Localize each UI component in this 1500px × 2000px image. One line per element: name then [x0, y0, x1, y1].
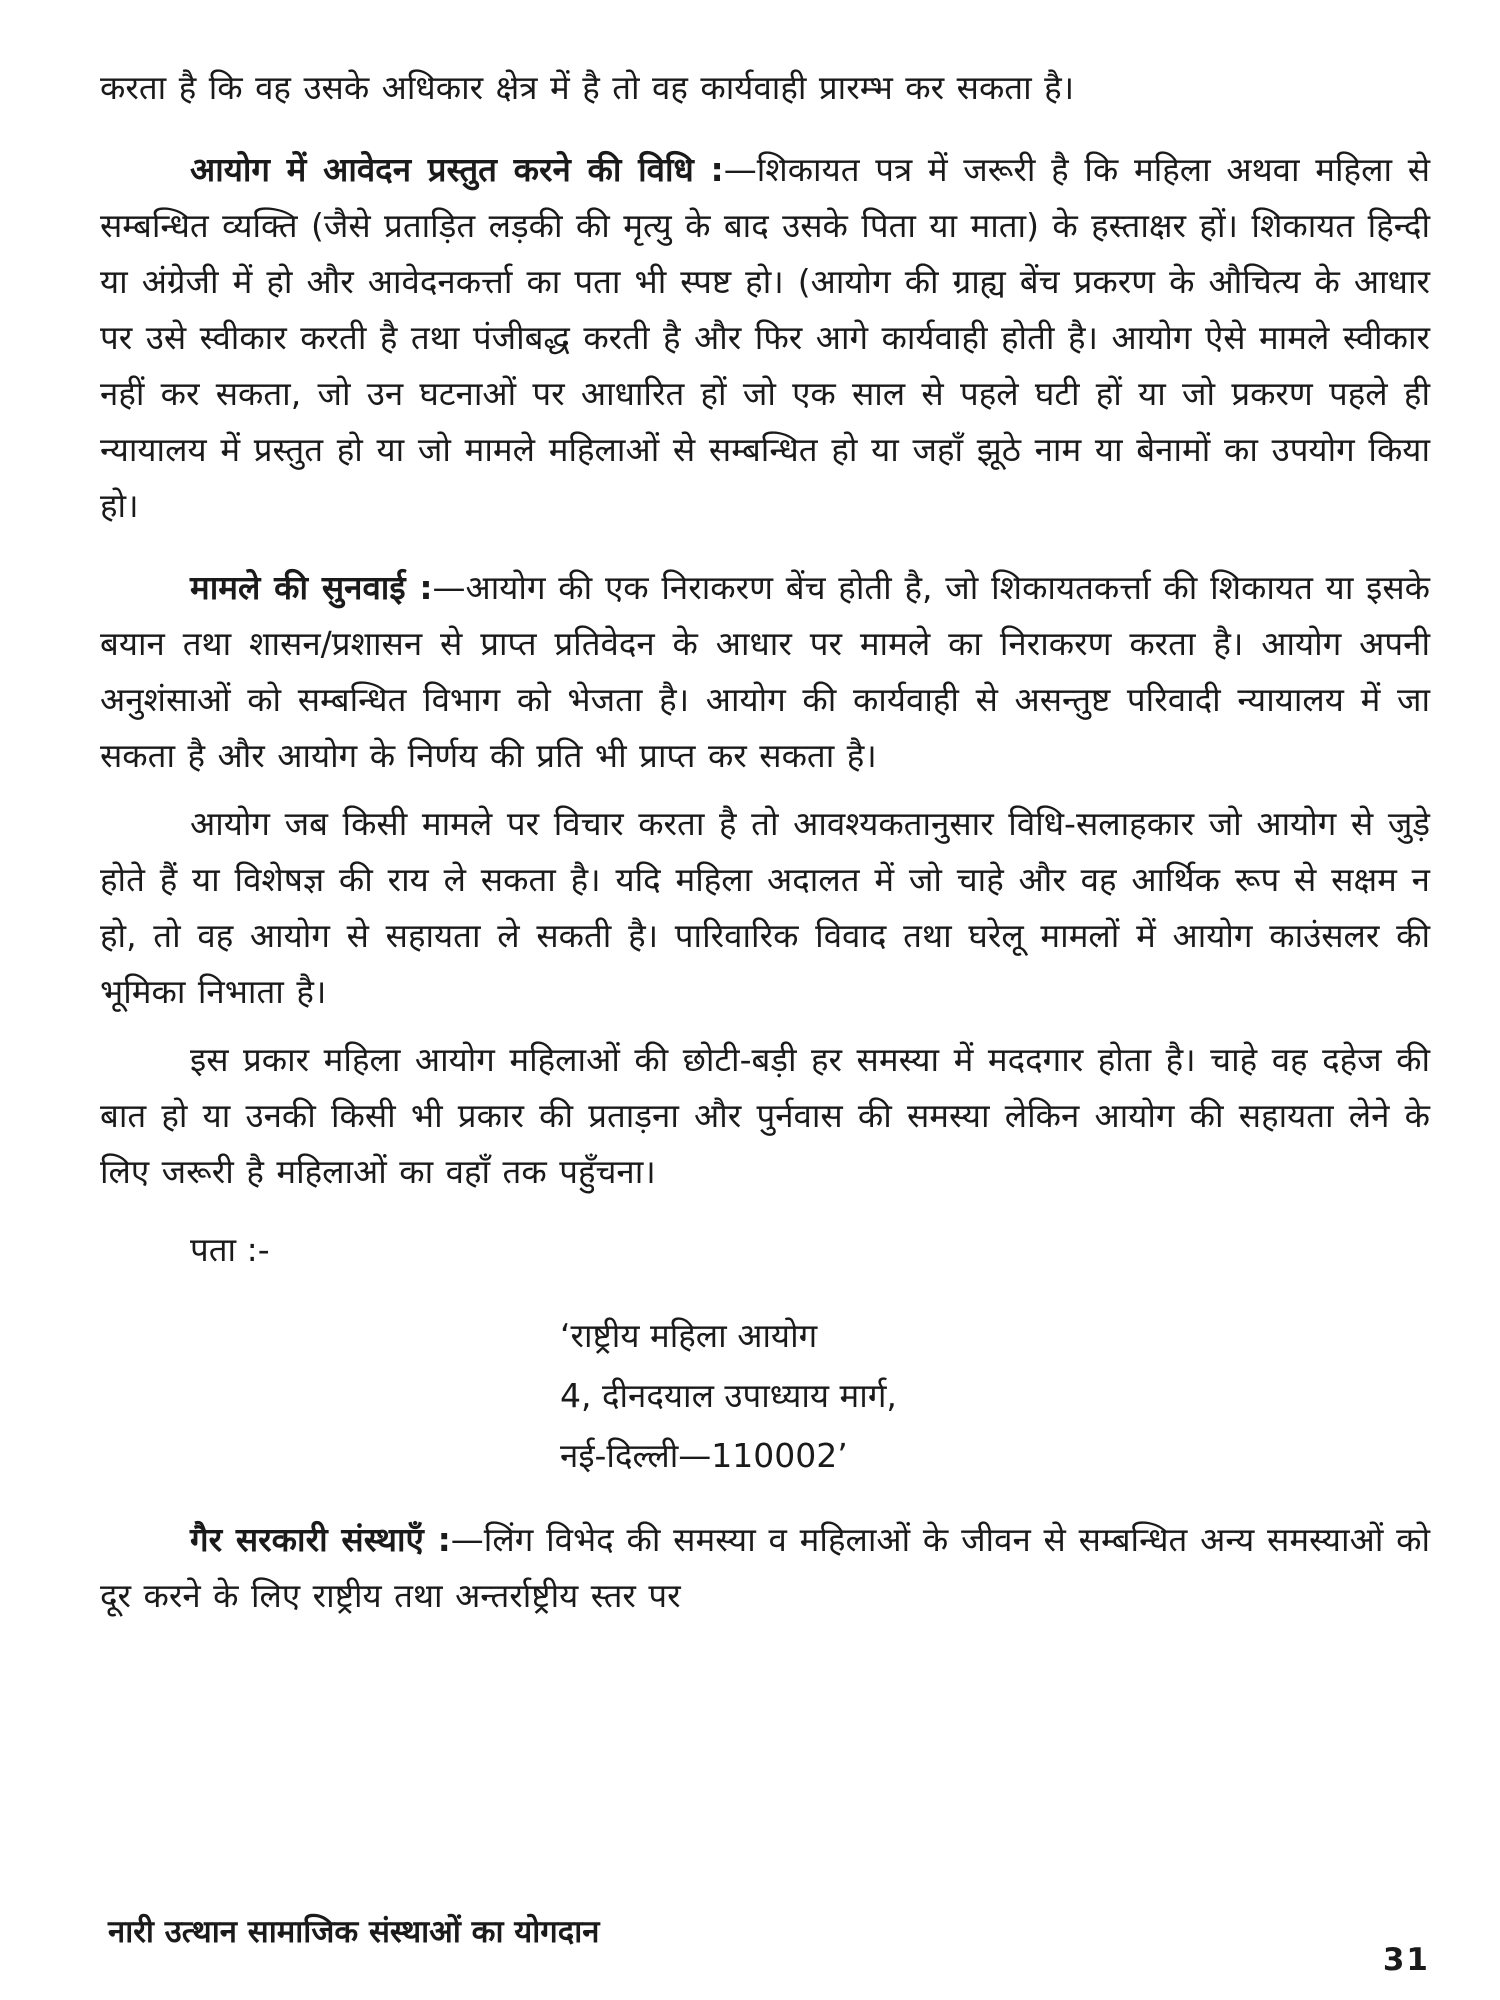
- paragraph-commission-help: इस प्रकार महिला आयोग महिलाओं की छोटी-बड़ी हर समस्या में मददगार होता है। चाहे वह दहेज की बात हो या उनकी किसी भी प्रकार की प्रताड़ना और पुर्नवास की समस्या लेकिन आयोग की सहायता लेने के लिए जरूरी है महिलाओं का वहाँ तक पहुँचना।: [100, 1040, 1430, 1191]
- address-line: ‘राष्ट्रीय महिला आयोग: [560, 1316, 818, 1355]
- paragraph-text: —लिंग विभेद की समस्या व महिलाओं के जीवन से सम्बन्धित अन्य समस्याओं को दूर करने के लिए राष्ट्रीय तथा अन्तर्राष्ट्रीय स्तर पर: [100, 1520, 1430, 1615]
- heading-case-hearing: मामले की सुनवाई :: [190, 568, 433, 607]
- paragraph-continuation: करता है कि वह उसके अधिकार क्षेत्र में है तो वह कार्यवाही प्रारम्भ कर सकता है।: [100, 68, 1075, 107]
- address-label: पता :-: [190, 1230, 270, 1269]
- paragraph-text: —आयोग की एक निराकरण बेंच होती है, जो शिकायतकर्त्ता की शिकायत या इसके बयान तथा शासन/प्रशासन से प्राप्त प्रतिवेदन के आधार पर मामले का निराकरण करता है। आयोग अपनी अनुशंसाओं को सम्बन्धित विभाग को भेजता है। आयोग की कार्यवाही से असन्तुष्ट परिवादी न्यायालय में जा सकता है और आयोग के निर्णय की प्रति भी प्राप्त कर सकता है।: [100, 568, 1430, 775]
- paragraph-case-hearing: [100, 560, 1430, 784]
- heading-application-procedure: आयोग में आवेदन प्रस्तुत करने की विधि :: [190, 150, 724, 189]
- page-number: 31: [1382, 1942, 1430, 1978]
- paragraph-ngo: [100, 1512, 1430, 1624]
- footer-title: नारी उत्थान सामाजिक संस्थाओं का योगदान: [108, 1914, 600, 1950]
- address-block: [560, 1306, 1430, 1486]
- heading-ngo: गैर सरकारी संस्थाएँ :: [190, 1520, 451, 1559]
- page-footer: [100, 1910, 1430, 1978]
- paragraph-application-procedure: [100, 142, 1430, 534]
- address-line: नई-दिल्ली—110002’: [560, 1436, 848, 1475]
- address-line: 4, दीनदयाल उपाध्याय मार्ग,: [560, 1376, 897, 1415]
- paragraph-text: —शिकायत पत्र में जरूरी है कि महिला अथवा महिला से सम्बन्धित व्यक्ति (जैसे प्रताड़ित लड़की की मृत्यु के बाद उसके पिता या माता) के हस्ताक्षर हों। शिकायत हिन्दी या अंग्रेजी में हो और आवेदनकर्त्ता का पता भी स्पष्ट हो। (आयोग की ग्राह्य बेंच प्रकरण के औचित्य के आधार पर उसे स्वीकार करती है तथा पंजीबद्ध करती है और फिर आगे कार्यवाही होती है। आयोग ऐसे मामले स्वीकार नहीं कर सकता, जो उन घटनाओं पर आधारित हों जो एक साल से पहले घटी हों या जो प्रकरण पहले ही न्यायालय में प्रस्तुत हो या जो मामले महिलाओं से सम्बन्धित हो या जहाँ झूठे नाम या बेनामों का उपयोग किया हो।: [100, 150, 1430, 525]
- paragraph-legal-advisor: आयोग जब किसी मामले पर विचार करता है तो आवश्यकतानुसार विधि-सलाहकार जो आयोग से जुड़े होते हैं या विशेषज्ञ की राय ले सकता है। यदि महिला अदालत में जो चाहे और वह आर्थिक रूप से सक्षम न हो, तो वह आयोग से सहायता ले सकती है। पारिवारिक विवाद तथा घरेलू मामलों में आयोग काउंसलर की भूमिका निभाता है।: [100, 804, 1430, 1011]
- document-page: [100, 60, 1430, 1940]
